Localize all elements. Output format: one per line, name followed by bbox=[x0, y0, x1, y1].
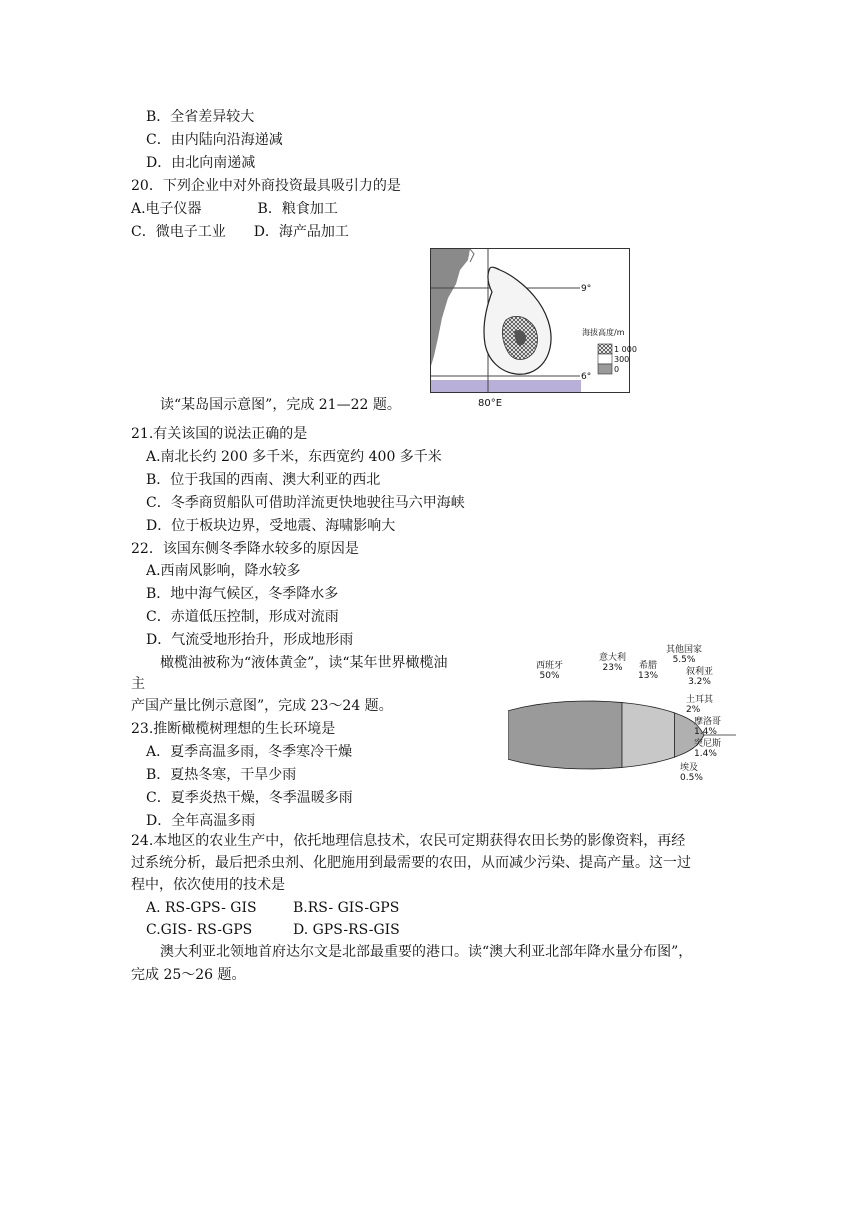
q22-option-a: A.西南风影响，降水较多 bbox=[146, 563, 301, 579]
q24-line1: 24.本地区的农业生产中，依托地理信息技术，农民可定期获得农田长势的影像资料，再经 bbox=[131, 833, 686, 849]
legend-1000: 1 000 bbox=[614, 345, 637, 354]
intro-23-24-line2: 主 bbox=[131, 676, 145, 692]
intro-25-26-line2: 完成 25～26 题。 bbox=[131, 967, 246, 983]
pie-slice-1 bbox=[622, 703, 674, 768]
q24-line3: 程中，依次使用的技术是 bbox=[131, 877, 285, 893]
island-map-graphic bbox=[430, 248, 630, 393]
q21-stem: 21.有关该国的说法正确的是 bbox=[131, 426, 308, 442]
q22-option-c: C．赤道低压控制，形成对流雨 bbox=[146, 609, 339, 625]
q22-option-d: D．气流受地形抬升，形成地形雨 bbox=[146, 632, 354, 648]
q20-options-line2: C．微电子工业 D．海产品加工 bbox=[131, 224, 349, 240]
label-italy: 意大利 23% bbox=[599, 653, 627, 673]
label-turkey: 土耳其 2% bbox=[686, 695, 714, 715]
q19-option-c: C．由内陆向沿海递减 bbox=[146, 132, 283, 148]
q21-option-c: C．冬季商贸船队可借助洋流更快地驶往马六甲海峡 bbox=[146, 495, 465, 511]
q19-option-d: D．由北向南递减 bbox=[146, 155, 256, 171]
q24-option-d: D. GPS-RS-GIS bbox=[293, 922, 400, 938]
legend-300: 300 bbox=[614, 355, 630, 364]
label-greece: 希腊 13% bbox=[638, 661, 659, 681]
label-syria: 叙利亚 3.2% bbox=[686, 667, 714, 687]
q20-stem: 20．下列企业中对外商投资最具吸引力的是 bbox=[131, 178, 401, 194]
q20-options-line1: A.电子仪器 B．粮食加工 bbox=[131, 201, 338, 217]
q24-option-b: B.RS- GIS-GPS bbox=[293, 900, 400, 916]
q23-option-a: A．夏季高温多雨，冬季寒冷干燥 bbox=[146, 744, 353, 760]
q23-option-c: C．夏季炎热干燥，冬季温暖多雨 bbox=[146, 790, 353, 806]
q23-option-d: D．全年高温多雨 bbox=[146, 813, 256, 829]
q21-option-a: A.南北长约 200 多千米，东西宽约 400 多千米 bbox=[146, 449, 442, 465]
legend-0: 0 bbox=[614, 365, 620, 374]
q22-stem: 22．该国东侧冬季降水较多的原因是 bbox=[131, 541, 359, 557]
label-tunisia: 突尼斯 1.4% bbox=[694, 739, 722, 759]
q23-stem: 23.推断橄榄树理想的生长环境是 bbox=[131, 721, 336, 737]
sea-area bbox=[431, 380, 581, 392]
q24-option-a: A. RS-GPS- GIS bbox=[146, 900, 257, 916]
lat-6-label: 6° bbox=[581, 372, 592, 382]
q23-option-b: B．夏热冬寒，干旱少雨 bbox=[146, 767, 297, 783]
label-spain: 西班牙 50% bbox=[536, 661, 564, 681]
label-egypt: 埃及 0.5% bbox=[680, 763, 703, 783]
intro-21-22: 读“某岛国示意图”，完成 21—22 题。 bbox=[160, 397, 401, 413]
q22-option-b: B．地中海气候区，冬季降水多 bbox=[146, 586, 339, 602]
q24-line2: 过系统分析，最后把杀虫剂、化肥施用到最需要的农田，从而减少污染、提高产量。这一过 bbox=[131, 855, 691, 871]
label-others: 其他国家 5.5% bbox=[666, 645, 703, 665]
olive-oil-pie-chart bbox=[508, 645, 748, 785]
q19-option-b: B．全省差异较大 bbox=[146, 109, 255, 125]
intro-23-24-line3: 产国产量比例示意图”，完成 23～24 题。 bbox=[131, 698, 393, 714]
pie-slice-0 bbox=[508, 701, 622, 769]
label-morocco: 摩洛哥 1.4% bbox=[694, 717, 722, 737]
lon-80-label: 80°E bbox=[478, 398, 503, 409]
intro-25-26-line1: 澳大利亚北领地首府达尔文是北部最重要的港口。读“澳大利亚北部年降水量分布图”， bbox=[160, 944, 693, 960]
intro-23-24-line1: 橄榄油被称为“液体黄金”，读“某年世界橄榄油 bbox=[160, 655, 448, 671]
q21-option-b: B．位于我国的西南、澳大利亚的西北 bbox=[146, 472, 381, 488]
legend-title: 海拔高度/m bbox=[582, 328, 625, 337]
q21-option-d: D．位于板块边界，受地震、海啸影响大 bbox=[146, 518, 396, 534]
island-map bbox=[430, 248, 637, 409]
q24-option-c: C.GIS- RS-GPS bbox=[146, 922, 253, 938]
lat-9-label: 9° bbox=[581, 284, 592, 294]
